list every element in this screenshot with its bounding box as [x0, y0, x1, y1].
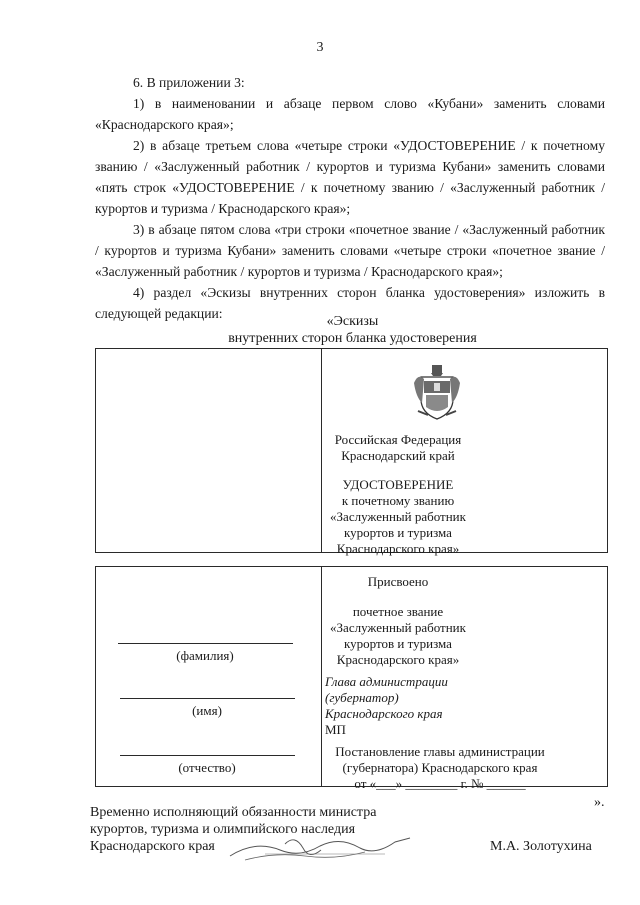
certificate-sub-1: к почетному званию [341, 493, 455, 508]
head-block [325, 674, 448, 738]
surname-line [118, 643, 293, 644]
paragraph-2: 2) в абзаце третьем слова «четыре строки «УДОСТОВЕРЕНИЕ / к почетному званию / «Заслуженный работник / курортов и туризма Кубани» заменить словами «пять строк «УДОСТОВЕРЕНИЕ / к почетному званию / «Заслуженный работник / курортов и туризма / Краснодарского края»; [95, 138, 605, 216]
sketch-title [95, 313, 610, 347]
title-line-4: Краснодарского края» [336, 652, 460, 667]
awarded-block [268, 574, 528, 668]
awarded-label: Присвоено [367, 574, 429, 589]
paragraph-3: 3) в абзаце пятом слова «три строки «почетное звание / «Заслуженный работник / курортов и туризма Кубани» заменить словами «четыре строки «почетное звание / «Заслуженный работник / курортов и туризма / Краснодарского края»; [95, 222, 605, 279]
position-line-1: Временно исполняющий обязанности министра [90, 805, 377, 820]
certificate-sub-2: «Заслуженный работник [330, 509, 466, 524]
coat-of-arms-emblem [412, 363, 462, 421]
paragraph-4: 4) раздел «Эскизы внутренних сторон бланка удостоверения» изложить в следующей редакции: [95, 285, 605, 321]
decree-line-1: Постановление главы администрации [335, 744, 545, 759]
closing-quote: ». [594, 795, 605, 810]
seal-mark: МП [325, 722, 346, 737]
title-line-1: почетное звание [352, 604, 444, 619]
certificate-title: УДОСТОВЕРЕНИЕ [342, 477, 454, 492]
region-line: Краснодарский край [341, 448, 455, 463]
upper-text-block [268, 432, 528, 557]
signatory-name: М.А. Золотухина [490, 839, 592, 854]
decree-line-2: (губернатора) Краснодарского края [342, 760, 538, 775]
position-line-2: курортов, туризма и олимпийского наследия [90, 822, 356, 837]
decree-line-3: от «___» ________ г. № ______ [354, 776, 526, 791]
head-line-2: (губернатор) [325, 690, 399, 705]
patronymic-label: (отчество) [178, 760, 236, 775]
certificate-sub-3: курортов и туризма [344, 525, 452, 540]
surname-label: (фамилия) [176, 648, 234, 663]
title-line-2: «Заслуженный работник [330, 620, 466, 635]
position-line-3: Краснодарского края [90, 839, 215, 854]
decree-block [325, 744, 555, 792]
name-line [120, 698, 295, 699]
handwritten-signature [225, 826, 415, 870]
country-line: Российская Федерация [334, 432, 462, 447]
name-label: (имя) [192, 703, 222, 718]
page-number: 3 [316, 40, 324, 55]
title-line-3: курортов и туризма [344, 636, 452, 651]
head-line-1: Глава администрации [325, 674, 448, 689]
certificate-sub-4: Краснодарского края» [336, 541, 460, 556]
head-line-3: Краснодарского края [325, 706, 443, 721]
item-6-heading: 6. В приложении 3: [133, 75, 245, 90]
paragraph-1: 1) в наименовании и абзаце первом слово «Кубани» заменить словами «Краснодарского края»; [95, 96, 605, 132]
sketch-title-line2: внутренних сторон бланка удостоверения [228, 331, 477, 346]
sketch-title-line1: «Эскизы [326, 314, 379, 329]
patronymic-line [120, 755, 295, 756]
